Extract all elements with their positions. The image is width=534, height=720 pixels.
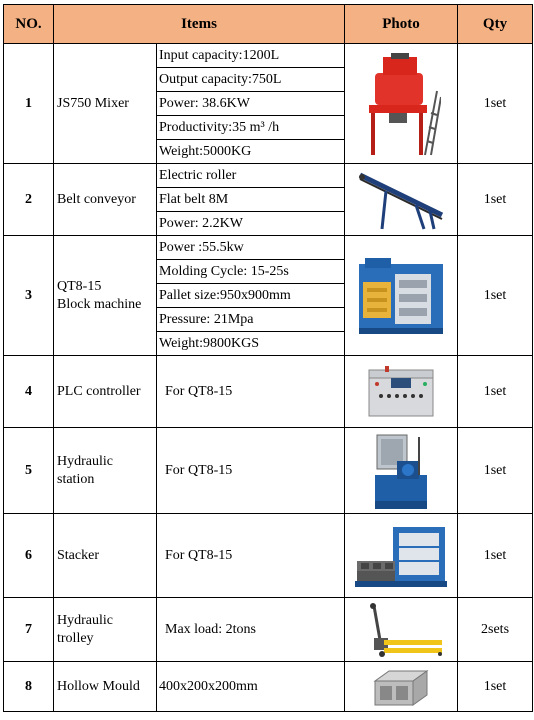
- quantity: 1set: [458, 356, 533, 428]
- item-name: Belt conveyor: [54, 164, 157, 236]
- hydraulic-station-icon: [345, 428, 458, 514]
- table-row: [4, 164, 533, 188]
- table-row: [4, 662, 533, 712]
- pallet-truck-icon: [345, 598, 458, 662]
- table-row: [4, 356, 533, 428]
- block-machine-icon: [345, 236, 458, 356]
- header-qty: Qty: [458, 5, 533, 44]
- stacker-icon: [345, 514, 458, 598]
- row-number: 1: [4, 44, 54, 164]
- item-name: PLC controller: [54, 356, 157, 428]
- item-name: JS750 Mixer: [54, 44, 157, 164]
- header-no: NO.: [4, 5, 54, 44]
- spec-cell: Power: 2.2KW: [157, 212, 345, 236]
- row-number: 8: [4, 662, 54, 712]
- item-name-line: trolley: [57, 630, 94, 646]
- spec-cell: Flat belt 8M: [157, 188, 345, 212]
- item-name: Stacker: [54, 514, 157, 598]
- spec-cell: Pressure: 21Mpa: [157, 308, 345, 332]
- row-number: 5: [4, 428, 54, 514]
- row-number: 2: [4, 164, 54, 236]
- header-items: Items: [54, 5, 345, 44]
- quantity: 1set: [458, 236, 533, 356]
- item-name: Hollow Mould: [54, 662, 157, 712]
- item-name-line: Block machine: [57, 296, 142, 312]
- item-name: [54, 428, 157, 514]
- spec-cell: Input capacity:1200L: [157, 44, 345, 68]
- table-row: [4, 428, 533, 514]
- row-number: 7: [4, 598, 54, 662]
- table-row: [4, 514, 533, 598]
- table-row: [4, 236, 533, 260]
- spec-cell: Productivity:35 m³ /h: [157, 116, 345, 140]
- control-cabinet-icon: [345, 356, 458, 428]
- table-header-row: [4, 5, 533, 44]
- quantity: 2sets: [458, 598, 533, 662]
- item-name-line: Hydraulic: [57, 612, 113, 628]
- quantity: 1set: [458, 428, 533, 514]
- spec-cell: Output capacity:750L: [157, 68, 345, 92]
- hollow-block-icon: [345, 662, 458, 712]
- quantity: 1set: [458, 164, 533, 236]
- quantity: 1set: [458, 514, 533, 598]
- item-name-line: Hydraulic: [57, 453, 113, 469]
- row-number: 3: [4, 236, 54, 356]
- item-name: [54, 236, 157, 356]
- item-name: [54, 598, 157, 662]
- spec-cell: Molding Cycle: 15-25s: [157, 260, 345, 284]
- row-number: 4: [4, 356, 54, 428]
- item-name-line: QT8-15: [57, 278, 102, 294]
- equipment-table: [3, 4, 533, 712]
- concrete-mixer-icon: [345, 44, 458, 164]
- item-name-line: station: [57, 471, 95, 487]
- spec-cell: Pallet size:950x900mm: [157, 284, 345, 308]
- spec-cell: Power :55.5kw: [157, 236, 345, 260]
- item-description: 400x200x200mm: [157, 662, 345, 712]
- spec-cell: Electric roller: [157, 164, 345, 188]
- spec-cell: Weight:9800KGS: [157, 332, 345, 356]
- table-row: [4, 598, 533, 662]
- quantity: 1set: [458, 44, 533, 164]
- item-description: For QT8-15: [157, 514, 345, 598]
- item-description: Max load: 2tons: [157, 598, 345, 662]
- table-row: [4, 44, 533, 68]
- row-number: 6: [4, 514, 54, 598]
- spec-cell: Power: 38.6KW: [157, 92, 345, 116]
- item-description: For QT8-15: [157, 356, 345, 428]
- header-photo: Photo: [345, 5, 458, 44]
- spec-cell: Weight:5000KG: [157, 140, 345, 164]
- item-description: For QT8-15: [157, 428, 345, 514]
- belt-conveyor-icon: [345, 164, 458, 236]
- quantity: 1set: [458, 662, 533, 712]
